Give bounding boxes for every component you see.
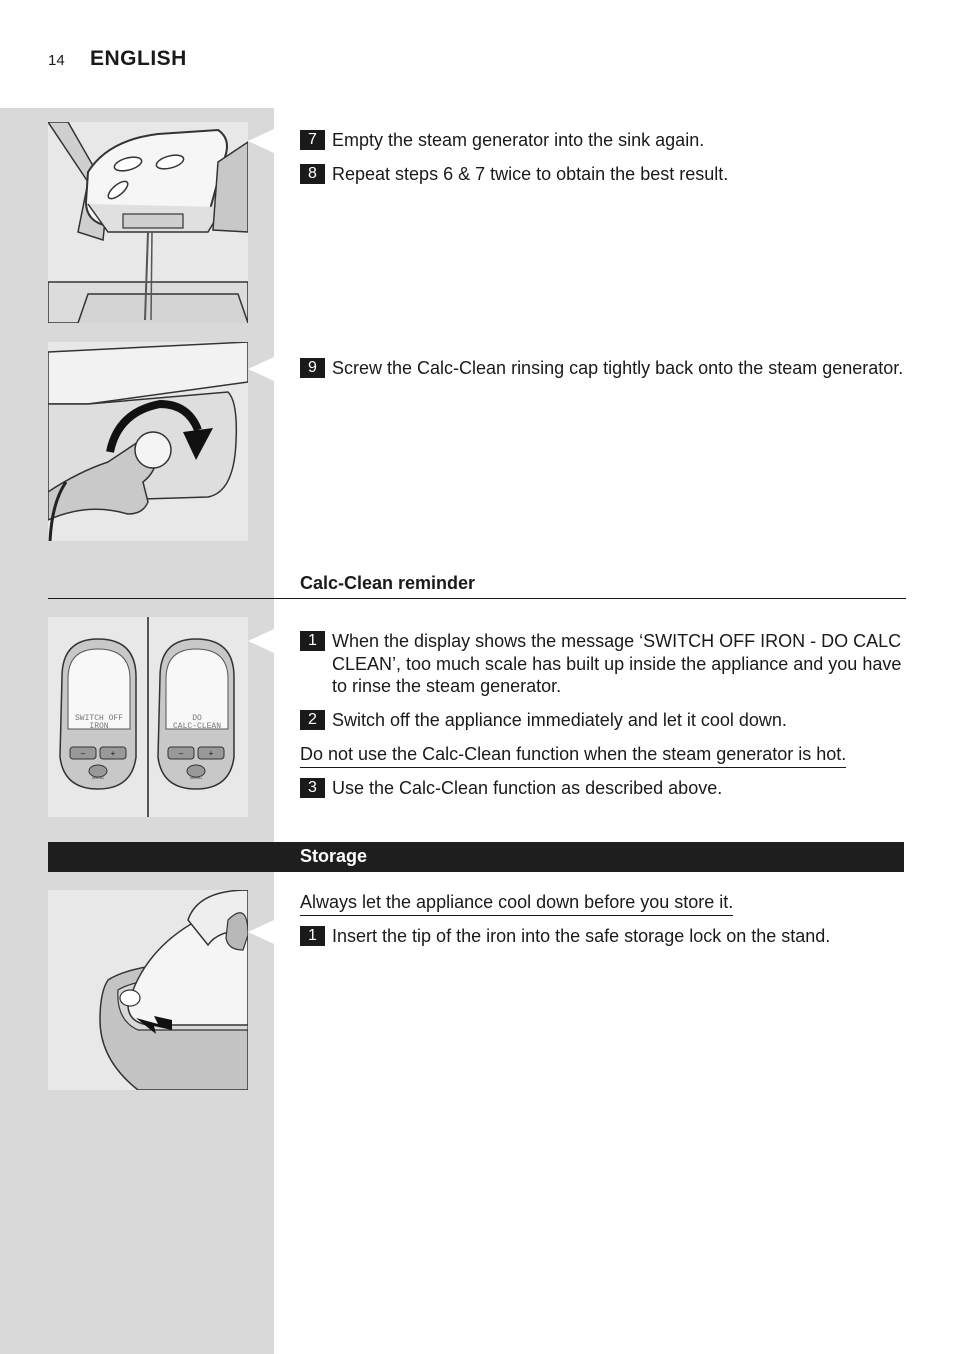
svg-text:DO: DO (192, 714, 202, 723)
step-text: Insert the tip of the iron into the safe storage lock on the stand. (332, 926, 831, 946)
step-8 (300, 163, 906, 186)
step-9 (300, 357, 906, 380)
reminder-step-3 (300, 777, 906, 800)
step-number-badge: 8 (300, 164, 325, 184)
step-7 (300, 129, 906, 152)
svg-text:SWITCH OFF: SWITCH OFF (74, 714, 124, 723)
storage-step-1 (300, 925, 906, 948)
display-panel-left (60, 639, 136, 789)
svg-text:CALC-CLEAN: CALC-CLEAN (172, 722, 222, 731)
illustration-empty-generator (48, 122, 248, 323)
callout-pointer (248, 357, 274, 381)
step-number-badge: 7 (300, 130, 325, 150)
illustration-display-messages (48, 617, 248, 817)
step-text: Switch off the appliance immediately and let it cool down. (332, 710, 787, 730)
section-heading-storage: Storage (300, 846, 368, 866)
reminder-step-2 (300, 709, 906, 732)
svg-text:–: – (80, 749, 86, 758)
storage-note: Always let the appliance cool down before you store it. (300, 891, 733, 916)
section-bar-storage (48, 842, 904, 872)
step-text: Use the Calc-Clean function as described above. (332, 778, 723, 798)
illustration-storage-lock (48, 890, 248, 1090)
display-panel-right (158, 639, 234, 789)
step-number-badge: 9 (300, 358, 325, 378)
step-text: When the display shows the message ‘SWITCH OFF IRON - DO CALC CLEAN’, too much scale has built up inside the appliance and you have to rinse the steam generator. (332, 631, 902, 696)
reminder-step-1 (300, 630, 906, 698)
svg-text:+: + (110, 749, 116, 758)
step-text: Empty the steam generator into the sink again. (332, 130, 705, 150)
callout-pointer (248, 629, 274, 653)
section-heading-calc-clean-reminder: Calc-Clean reminder (300, 573, 476, 593)
svg-text:IRON: IRON (89, 722, 109, 731)
svg-text:MENU: MENU (190, 775, 202, 780)
step-text: Screw the Calc-Clean rinsing cap tightly back onto the steam generator. (332, 358, 904, 378)
callout-pointer (248, 129, 274, 153)
step-number-badge: 3 (300, 778, 325, 798)
svg-text:–: – (178, 749, 184, 758)
svg-text:MENU: MENU (92, 775, 104, 780)
svg-text:+: + (208, 749, 214, 758)
warning-note: Do not use the Calc-Clean function when the steam generator is hot. (300, 743, 846, 768)
step-number-badge: 1 (300, 926, 325, 946)
section-divider (48, 598, 906, 599)
page-language-title: ENGLISH (90, 47, 187, 70)
page-number: 14 (48, 52, 65, 69)
callout-pointer (248, 920, 274, 944)
step-number-badge: 2 (300, 710, 325, 730)
step-number-badge: 1 (300, 631, 325, 651)
illustration-screw-cap (48, 342, 248, 541)
step-text: Repeat steps 6 & 7 twice to obtain the best result. (332, 164, 729, 184)
